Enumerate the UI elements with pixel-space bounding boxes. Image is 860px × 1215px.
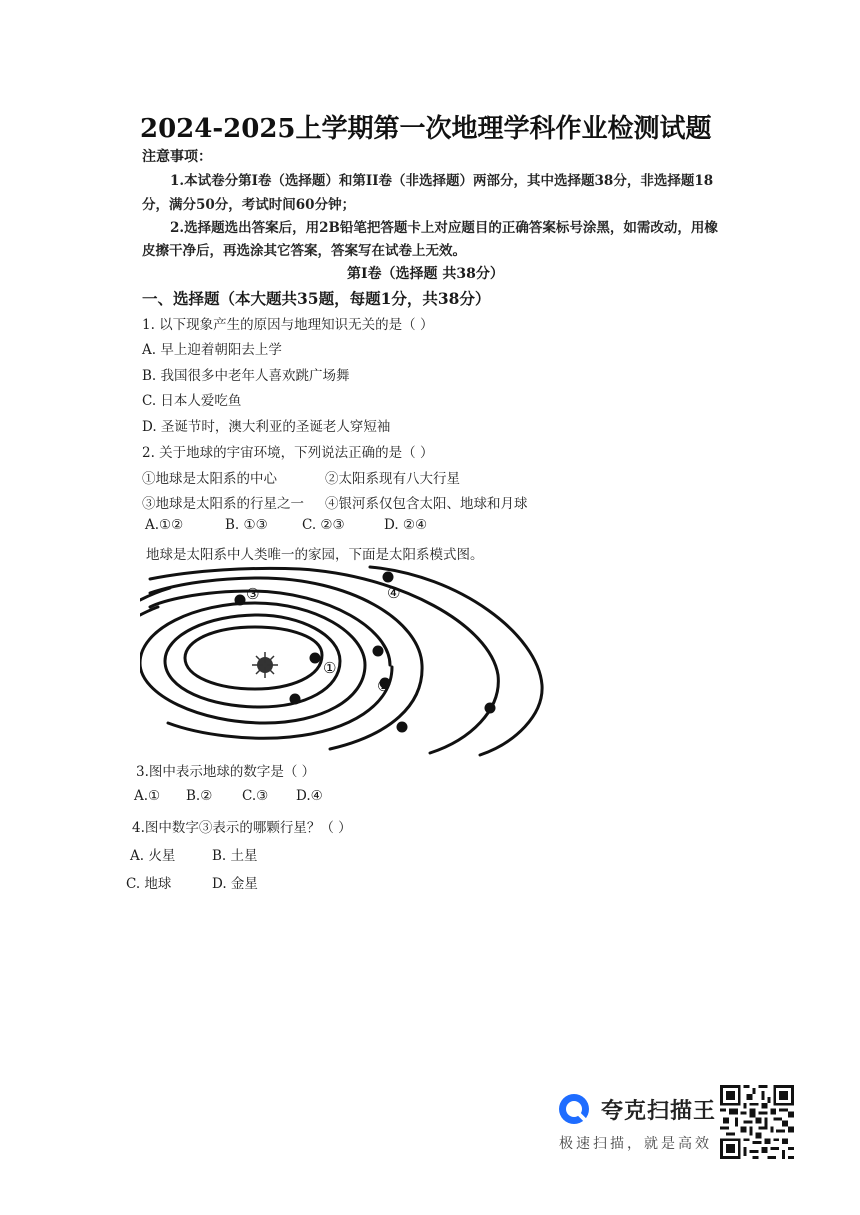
q2-statement-4: ④银河系仅包含太阳、地球和月球 — [325, 496, 528, 512]
planet-8 — [383, 572, 394, 583]
scanner-slogan: 极速扫描，就是高效 — [559, 1136, 712, 1152]
q3-option-d: D.④ — [296, 788, 323, 804]
q3-option-b: B.② — [186, 788, 213, 804]
q2-option-b: B. ①③ — [225, 517, 268, 533]
scanner-watermark — [557, 1088, 717, 1158]
notice-item-2-line-2: 皮擦干净后，再选涂其它答案，答案写在试卷上无效。 — [142, 243, 466, 259]
sun-icon — [252, 652, 278, 678]
q4-option-a: A. 火星 — [130, 848, 176, 864]
diagram-intro: 地球是太阳系中人类唯一的家园，下面是太阳系模式图。 — [146, 547, 484, 563]
q3-stem: 3.图中表示地球的数字是（ ） — [136, 764, 316, 780]
q2-statement-3: ③地球是太阳系的行星之一 — [142, 496, 304, 512]
notice-item-2-line-1: 2.选择题选出答案后，用2B铅笔把答题卡上对应题目的正确答案标号涂黑，如需改动，用橡 — [170, 220, 718, 236]
solar-system-diagram — [140, 565, 550, 757]
q4-option-d: D. 金星 — [212, 876, 258, 892]
q4-option-b: B. 土星 — [212, 848, 258, 864]
q4-option-c: C. 地球 — [126, 876, 172, 892]
q2-option-c: C. ②③ — [302, 517, 345, 533]
q2-option-d: D. ②④ — [384, 517, 428, 533]
part-1-heading: 第I卷（选择题 共38分） — [347, 266, 504, 282]
notice-item-1-line-1: 1.本试卷分第I卷（选择题）和第II卷（非选择题）两部分，其中选择题38分，非选择题18 — [170, 173, 714, 189]
planet-5 — [235, 595, 246, 606]
q1-option-c: C. 日本人爱吃鱼 — [142, 393, 242, 409]
qr-code-icon — [720, 1085, 794, 1159]
quark-logo-icon — [557, 1092, 591, 1126]
orbit-9-fragment — [140, 607, 158, 615]
q1-stem: 1. 以下现象产生的原因与地理知识无关的是（ ） — [142, 317, 434, 333]
q2-stem: 2. 关于地球的宇宙环境，下列说法正确的是（ ） — [142, 445, 434, 461]
section-1-heading: 一、选择题（本大题共35题，每题1分，共38分） — [142, 289, 491, 308]
label-4: ④ — [387, 584, 401, 602]
planet-1 — [310, 653, 321, 664]
q2-statement-2: ②太阳系现有八大行星 — [325, 471, 460, 487]
label-3: ③ — [246, 585, 260, 603]
scanner-brand-name: 夸克扫描王 — [601, 1099, 717, 1124]
label-1: ① — [323, 659, 337, 677]
notice-item-1-line-2: 分，满分50分，考试时间60分钟； — [142, 197, 356, 213]
q4-stem: 4.图中数字③表示的哪颗行星？（ ） — [132, 820, 352, 836]
page-title: 2024-2025上学期第一次地理学科作业检测试题 — [140, 114, 712, 144]
planet-2 — [290, 694, 301, 705]
orbit-8-fragment — [140, 588, 170, 600]
notice-heading: 注意事项： — [142, 149, 212, 165]
q1-option-d: D. 圣诞节时，澳大利亚的圣诞老人穿短袖 — [142, 419, 391, 435]
q1-option-b: B. 我国很多中老年人喜欢跳广场舞 — [142, 368, 350, 384]
q2-statement-1: ①地球是太阳系的中心 — [142, 471, 277, 487]
q3-option-c: C.③ — [242, 788, 269, 804]
q1-option-a: A. 早上迎着朝阳去上学 — [142, 342, 282, 358]
planet-3 — [373, 646, 384, 657]
label-2: ② — [377, 677, 391, 695]
q2-option-a: A.①② — [145, 517, 184, 533]
orbit-1 — [185, 627, 322, 689]
planet-6 — [397, 722, 408, 733]
q3-option-a: A.① — [134, 788, 161, 804]
planet-7 — [485, 703, 496, 714]
